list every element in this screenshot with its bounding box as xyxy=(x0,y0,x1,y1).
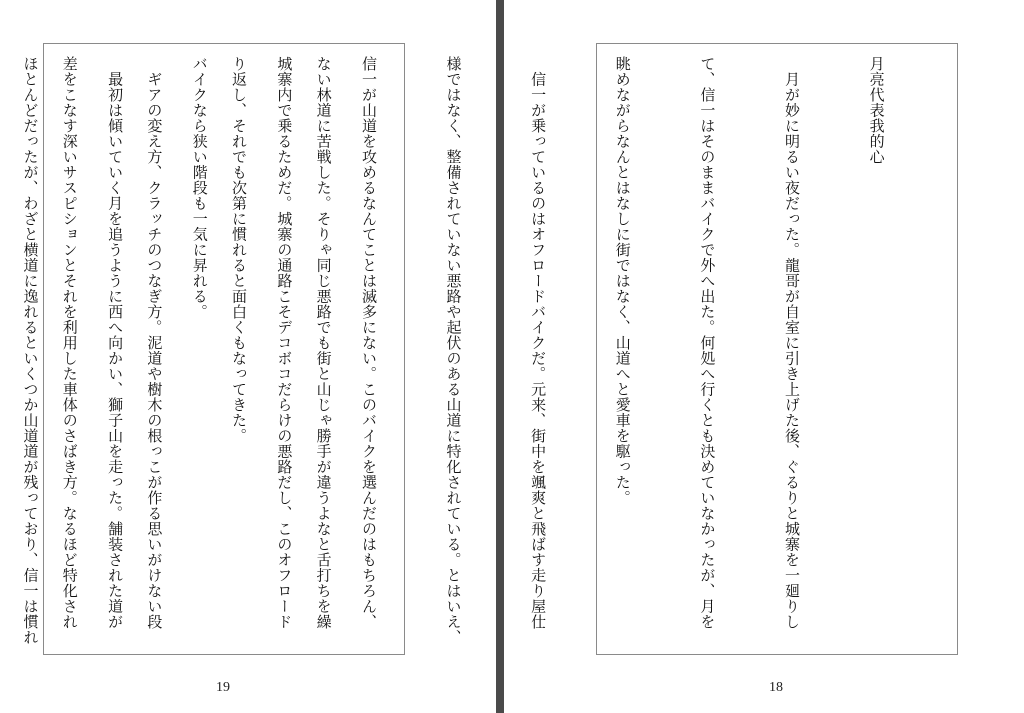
page-number-right: 18 xyxy=(769,680,783,695)
text-line: バイクなら狭い階段も一気に昇れる。 xyxy=(190,56,209,320)
text-line: 城寨内で乗るためだ。城寨の通路こそデコボコだらけの悪路だし、このオフロード xyxy=(275,56,294,630)
text-line: 差をこなす深いサスピションとそれを利用した車体のさばき方。なるほど特化され xyxy=(60,56,79,630)
body-text-right xyxy=(0,56,947,644)
text-line: 信一が乗っているのはオフロードバイクだ。元来、街中を颯爽と飛ばす走り屋仕 xyxy=(529,56,548,630)
text-line: 最初は傾いていく月を追うように西へ向かい、獅子山を走った。舗装された道が xyxy=(106,56,125,630)
text-line: 信一が山道を攻めるなんてことは滅多にない。このバイクを選んだのはもちろん、 xyxy=(359,56,378,630)
text-line: て、信一はそのままバイクで外へ出た。何処へ行くとも決めていなかったが、月を xyxy=(698,56,717,630)
text-line: ない林道に苦戦した。そりゃ同じ悪路でも街と山じゃ勝手が違うよなと舌打ちを繰 xyxy=(314,56,333,630)
text-line: 眺めながらなんとはなしに街ではなく、山道へと愛車を駆った。 xyxy=(613,56,632,506)
text-line: り返し、それでも次第に慣れると面白くもなってきた。 xyxy=(229,56,248,444)
text-line: ギアの変え方、クラッチのつなぎ方。泥道や樹木の根っこが作る思いがけない段 xyxy=(145,56,164,630)
text-line: 月が妙に明るい夜だった。龍哥が自室に引き上げた後、ぐるりと城寨を一廻りし xyxy=(782,56,801,630)
chapter-title: 月亮代表我的心 xyxy=(867,56,886,165)
text-line: ほとんどだったが、わざと横道に逸れるといくつか山道道が残っており、信一は慣れ xyxy=(21,56,40,645)
page-number-left: 19 xyxy=(216,680,230,695)
text-line: 様ではなく、整備されていない悪路や起伏のある山道に特化されている。とはいえ、 xyxy=(444,56,463,645)
